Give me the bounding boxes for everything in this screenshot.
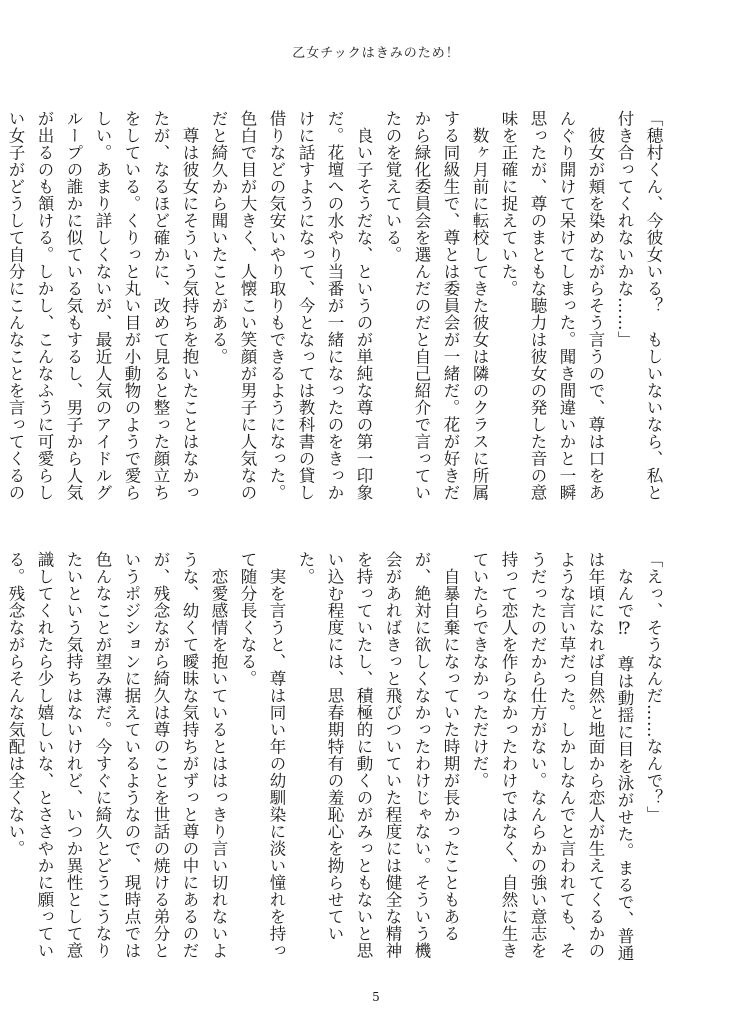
paragraph: 自暴自棄になっていた時期が長かったこともあるが、絶対に欲しくなかったわけじゃない。そういう機会があればきっと飛びついていた程度には健全な精神を持っていたし、積極的に動くのがみっともないと思い込む程度には、思春期特有の羞恥心を拗らせていた。 bbox=[296, 551, 460, 959]
page-number: 5 bbox=[372, 990, 380, 1004]
paragraph: 「穂村くん、今彼女いる？ もしいないなら、私と付き合ってくれないかな……」 bbox=[615, 110, 663, 501]
paragraph: 恋愛感情を抱いているとははっきり言い切れないような、幼くて曖昧な気持ちがずっと尊の中にあるのだが、残念ながら綺久は尊のことを世話の焼ける弟分というポジションに据えているようなので、現時点では色んなことが望み薄だ。今すぐに綺久とどうこうなりたいという気持ちはないけれど、いつか異性として意識してくれたら少し嬉しいな、とささやかに願っている。残念ながらそんな気配は全くない。 bbox=[6, 551, 228, 959]
paragraph: 良い子そうだな、というのが単純な尊の第一印象だ。花壇への水やり当番が一緒になったのをきっかけに話すようになって、今となっては教科書の貸し借りなどの気安いやり取りもできるようになった。色白で目が大きく、人懐こい笑顔が男子に人気なのだと綺久から聞いたことがある。 bbox=[209, 110, 373, 501]
paragraph: なんで⁉ 尊は動揺に目を泳がせた。まるで、普通は年頃になれば自然と地面から恋人が生えてくるかのような言い草だった。しかしなんでと言われても、そうだったのだから仕方がない。なんらかの強い意志を持って恋人を作らなかったわけではなく、自然に生きていたらできなかっただけだ。 bbox=[470, 551, 634, 962]
running-header: 乙女チックはきみのため！ bbox=[292, 46, 460, 61]
paragraph: 実を言うと、尊は同い年の幼馴染に淡い憧れを持って随分長くなる。 bbox=[238, 551, 286, 959]
paragraph bbox=[0, 551, 1, 963]
paragraph: 「えっ、そうなんだ……なんで？」 bbox=[644, 551, 663, 823]
paragraph: 彼女が頬を染めながらそう言うので、尊は口をあんぐり開けて呆けてしまった。聞き間違いかと一瞬思ったが、尊のまともな聴力は彼女の発した音の意味を正確に捉えていた。 bbox=[499, 110, 605, 501]
paragraph: 数ヶ月前に転校してきた彼女は隣のクラスに所属する同級生で、尊とは委員会が一緒だ。花が好きだから緑化委員会を選んだのだと自己紹介で言っていたのを覚えている。 bbox=[383, 110, 489, 501]
text-block-lower bbox=[6, 551, 668, 963]
text-block-upper bbox=[6, 110, 668, 510]
paragraph: 尊は彼女にそういう気持ちを抱いたことはなかったが、なるほど確かに、改めて見ると整った顔立ちをしている。くりっと丸い目が小動物のようで愛らしい。あまり詳しくないが、最近人気のアイドルグループの誰かに似ている気もするし、男子から人気が出るのも頷ける。しかし、こんなふうに可愛らしい女子がどうして自分にこんなことを言ってくるの bbox=[6, 110, 199, 501]
